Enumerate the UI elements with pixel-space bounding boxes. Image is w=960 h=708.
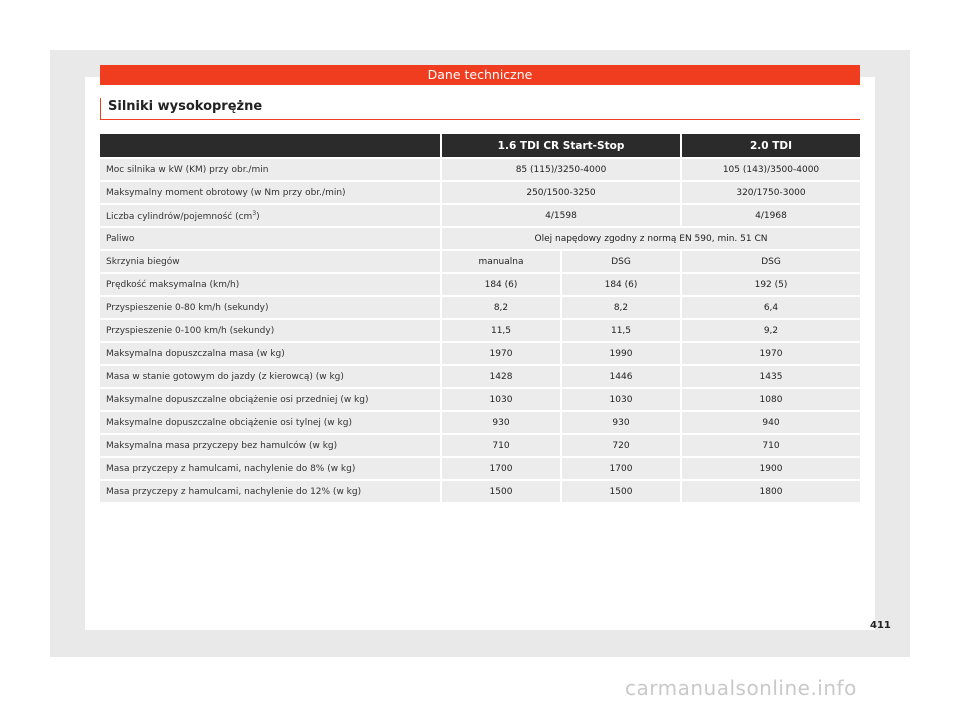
cell: 1900 <box>680 458 860 479</box>
row-label-end: ) <box>256 211 260 222</box>
cell: 1800 <box>680 481 860 502</box>
cell: 184 (6) <box>440 274 560 295</box>
cell: 710 <box>440 435 560 456</box>
row-label: Masa przyczepy z hamulcami, nachylenie do 12% (w kg) <box>100 481 440 502</box>
table-row <box>100 274 860 295</box>
cell: 1435 <box>680 366 860 387</box>
page-number: 411 <box>870 620 891 631</box>
cell: DSG <box>560 251 680 272</box>
cell: 1970 <box>440 343 560 364</box>
row-label: Maksymalna masa przyczepy bez hamulców (w kg) <box>100 435 440 456</box>
cell: 1700 <box>440 458 560 479</box>
table-row <box>100 412 860 433</box>
table-row <box>100 228 860 249</box>
row-label: Skrzynia biegów <box>100 251 440 272</box>
table-row <box>100 205 860 226</box>
table-row <box>100 320 860 341</box>
table-row <box>100 458 860 479</box>
cell: 1500 <box>560 481 680 502</box>
row-label: Maksymalna dopuszczalna masa (w kg) <box>100 343 440 364</box>
cell: 1500 <box>440 481 560 502</box>
header-2-0-tdi: 2.0 TDI <box>680 134 860 157</box>
cell: 1030 <box>560 389 680 410</box>
table-row <box>100 297 860 318</box>
row-label: Moc silnika w kW (KM) przy obr./min <box>100 159 440 180</box>
chapter-header: Dane techniczne <box>100 65 860 85</box>
cell: 720 <box>560 435 680 456</box>
table-header-row <box>100 134 860 157</box>
cell: 6,4 <box>680 297 860 318</box>
row-label: Przyspieszenie 0-100 km/h (sekundy) <box>100 320 440 341</box>
row-label-text: Liczba cylindrów/pojemność (cm <box>106 211 253 222</box>
cell: 1080 <box>680 389 860 410</box>
cell: 1446 <box>560 366 680 387</box>
cell: 940 <box>680 412 860 433</box>
section-title: Silniki wysokoprężne <box>100 98 860 120</box>
cell: 1700 <box>560 458 680 479</box>
table-row <box>100 389 860 410</box>
cell: 710 <box>680 435 860 456</box>
cell: 11,5 <box>560 320 680 341</box>
table-row <box>100 343 860 364</box>
row-label: Prędkość maksymalna (km/h) <box>100 274 440 295</box>
header-empty-cell <box>100 134 440 157</box>
table-row <box>100 481 860 502</box>
row-label: Przyspieszenie 0-80 km/h (sekundy) <box>100 297 440 318</box>
engine-spec-table <box>100 132 860 504</box>
cell: 192 (5) <box>680 274 860 295</box>
row-label: Maksymalne dopuszczalne obciążenie osi przedniej (w kg) <box>100 389 440 410</box>
row-label: Masa w stanie gotowym do jazdy (z kierowcą) (w kg) <box>100 366 440 387</box>
row-label: Masa przyczepy z hamulcami, nachylenie do 8% (w kg) <box>100 458 440 479</box>
row-label <box>100 205 440 226</box>
table-row <box>100 182 860 203</box>
cell: 1970 <box>680 343 860 364</box>
cell: 930 <box>440 412 560 433</box>
cell: 184 (6) <box>560 274 680 295</box>
cell: 11,5 <box>440 320 560 341</box>
watermark: carmanualsonline.info <box>625 676 857 700</box>
cell: 1428 <box>440 366 560 387</box>
row-label: Paliwo <box>100 228 440 249</box>
cell: 930 <box>560 412 680 433</box>
row-label: Maksymalny moment obrotowy (w Nm przy obr./min) <box>100 182 440 203</box>
cell: 250/1500-3250 <box>440 182 680 203</box>
row-label: Maksymalne dopuszczalne obciążenie osi tylnej (w kg) <box>100 412 440 433</box>
cell: 4/1968 <box>680 205 860 226</box>
cell: 105 (143)/3500-4000 <box>680 159 860 180</box>
row-label-superscript: 3 <box>252 209 257 217</box>
cell: 320/1750-3000 <box>680 182 860 203</box>
cell: 4/1598 <box>440 205 680 226</box>
cell: 1030 <box>440 389 560 410</box>
cell: 85 (115)/3250-4000 <box>440 159 680 180</box>
table-row <box>100 159 860 180</box>
cell: 1990 <box>560 343 680 364</box>
cell: 8,2 <box>560 297 680 318</box>
cell: 8,2 <box>440 297 560 318</box>
cell: 9,2 <box>680 320 860 341</box>
header-1-6-tdi: 1.6 TDI CR Start-Stop <box>440 134 680 157</box>
table-row <box>100 435 860 456</box>
table-row <box>100 366 860 387</box>
cell: manualna <box>440 251 560 272</box>
cell: Olej napędowy zgodny z normą EN 590, min. 51 CN <box>440 228 860 249</box>
table-row <box>100 251 860 272</box>
cell: DSG <box>680 251 860 272</box>
